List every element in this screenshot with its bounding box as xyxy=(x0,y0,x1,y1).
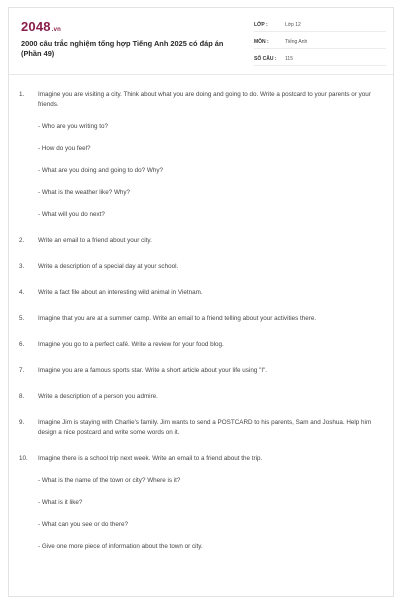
worksheet-page xyxy=(8,7,394,597)
question-item xyxy=(19,288,385,298)
question-item xyxy=(19,392,385,402)
sub-question: - Give one more piece of information about the town or city. xyxy=(38,543,203,550)
question-body xyxy=(38,418,385,438)
worksheet-header xyxy=(9,8,393,66)
meta-row-grade xyxy=(254,18,386,32)
question-body xyxy=(38,262,385,272)
question-item xyxy=(19,340,385,350)
meta-value: Lớp 12 xyxy=(285,21,301,28)
question-item xyxy=(19,262,385,272)
question-number: 9. xyxy=(19,419,25,426)
question-body xyxy=(38,366,385,376)
meta-value: Tiếng Anh xyxy=(285,38,308,45)
question-text: Write a fact file about an interesting wild animal in Vietnam. xyxy=(38,289,203,296)
sub-question: - What is the name of the town or city? Where is it? xyxy=(38,477,181,484)
meta-value: 115 xyxy=(285,55,293,62)
question-number: 10. xyxy=(19,455,28,462)
question-number: 7. xyxy=(19,367,25,374)
question-number: 6. xyxy=(19,341,25,348)
header-divider xyxy=(9,74,393,75)
sub-question: - Who are you writing to? xyxy=(38,123,108,130)
site-logo[interactable] xyxy=(21,19,61,34)
question-item xyxy=(19,366,385,376)
sub-question: - What is it like? xyxy=(38,499,83,506)
question-text: Imagine you are a famous sports star. Write a short article about your life using "I". xyxy=(38,367,268,374)
meta-row-count xyxy=(254,52,386,66)
document-title: 2000 câu trắc nghiệm tổng hợp Tiếng Anh 2025 có đáp án (Phần 49) xyxy=(21,39,224,58)
question-body xyxy=(38,454,385,552)
question-number: 5. xyxy=(19,315,25,322)
question-body xyxy=(38,392,385,402)
question-item xyxy=(19,418,385,438)
logo-tld: .vn xyxy=(51,27,62,33)
question-body xyxy=(38,236,385,246)
question-item xyxy=(19,90,385,220)
question-text: Imagine you go to a perfect café. Write a review for your food blog. xyxy=(38,341,224,348)
sub-question: - What can you see or do there? xyxy=(38,521,128,528)
meta-label: SỐ CÂU : xyxy=(254,55,277,62)
question-body xyxy=(38,90,385,220)
question-item xyxy=(19,236,385,246)
question-body xyxy=(38,288,385,298)
question-item xyxy=(19,314,385,324)
question-number: 2. xyxy=(19,237,25,244)
question-text: Imagine Jim is staying with Charlie's family. Jim wants to send a POSTCARD to his parents, Sam and Joshua. Help him design a nice postcard and write some words on it. xyxy=(38,419,372,436)
meta-label: MÔN : xyxy=(254,38,269,45)
question-text: Write a description of a special day at your school. xyxy=(38,263,179,270)
meta-label: LỚP : xyxy=(254,21,268,28)
question-text: Write a description of a person you admire. xyxy=(38,393,158,400)
question-number: 3. xyxy=(19,263,25,270)
sub-question: - What are you doing and going to do? Why? xyxy=(38,167,163,174)
question-number: 1. xyxy=(19,91,25,98)
question-text: Write an email to a friend about your city. xyxy=(38,237,152,244)
meta-table xyxy=(254,18,386,66)
question-text: Imagine there is a school trip next week. Write an email to a friend about the trip. xyxy=(38,455,263,462)
sub-question: - What will you do next? xyxy=(38,211,105,218)
logo-main: 2048 xyxy=(21,19,51,34)
question-body xyxy=(38,340,385,350)
sub-question: - How do you feel? xyxy=(38,145,91,152)
question-body xyxy=(38,314,385,324)
question-number: 8. xyxy=(19,393,25,400)
question-number: 4. xyxy=(19,289,25,296)
question-item xyxy=(19,454,385,552)
question-text: Imagine that you are at a summer camp. Write an email to a friend telling about your activities there. xyxy=(38,315,317,322)
sub-question: - What is the weather like? Why? xyxy=(38,189,131,196)
meta-row-subject xyxy=(254,35,386,49)
question-text: Imagine you are visiting a city. Think about what you are doing and going to do. Write a postcard to your parents or your friends. xyxy=(38,91,371,108)
question-list xyxy=(19,90,385,568)
